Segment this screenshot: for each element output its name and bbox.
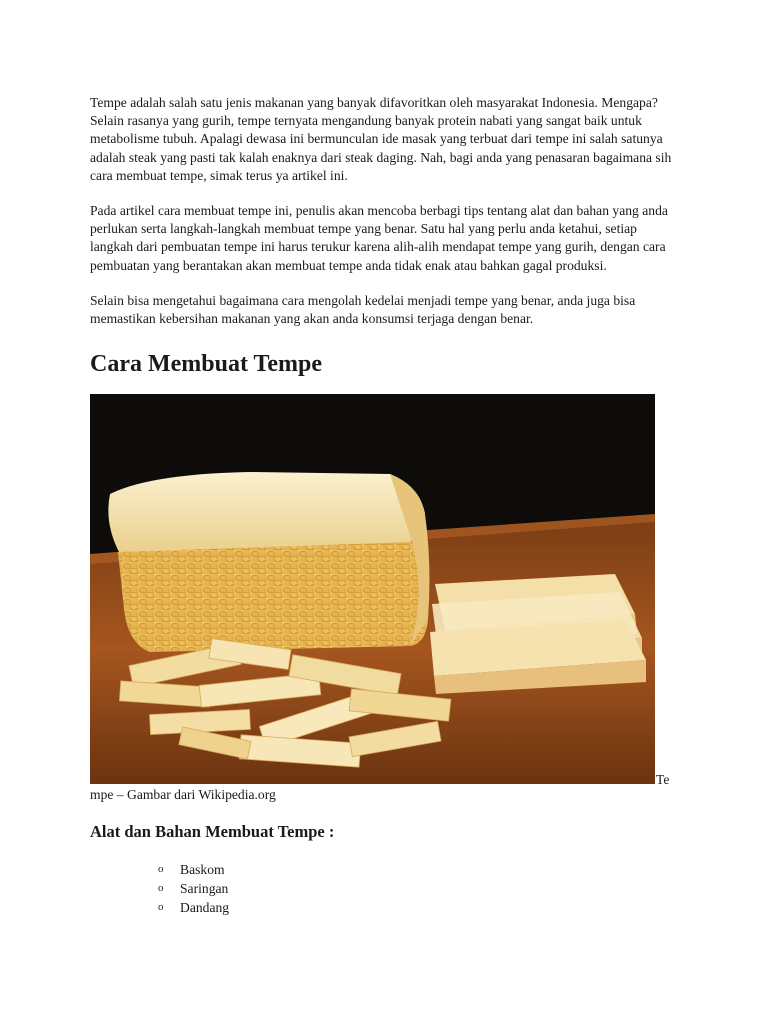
bullet-icon: o [158, 901, 164, 914]
section-heading: Cara Membuat Tempe [90, 351, 322, 378]
list-item [158, 879, 675, 898]
document-page [90, 94, 675, 917]
tool-label: Dandang [180, 900, 230, 916]
tool-label: Baskom [180, 862, 225, 878]
benefit-paragraph: Selain bisa mengetahui bagaimana cara mengolah kedelai menjadi tempe yang benar, anda juga bisa memastikan kebersihan makanan yang akan anda konsumsi terjaga dengan benar. [90, 292, 636, 327]
intro-paragraph: Tempe adalah salah satu jenis makanan yang banyak difavoritkan oleh masyarakat Indonesia. Mengapa? Selain rasanya yang gurih, tempe ternyata mengandung banyak protein nabati yang sangat baik untuk metabolisme tubuh. Apalagi dewasa ini bermunculan ide masak yang terbuat dari tempe ini salah satunya adalah steak yang pasti tak kalah enaknya dari steak daging. Nah, bagi anda yang penasaran bagaimana sih cara membuat tempe, simak terus ya artikel ini. [90, 95, 672, 183]
tempe-photo [90, 394, 655, 784]
tools-list [90, 860, 675, 917]
caption-start: Te [656, 772, 670, 788]
tips-paragraph: Pada artikel cara membuat tempe ini, penulis akan mencoba berbagi tips tentang alat dan bahan yang anda perlukan serta langkah-langkah membuat tempe yang benar. Satu hal yang perlu anda ketahui, setiap langkah dari pembuatan tempe ini harus terukur karena alih-alih mendapat tempe yang gurih, dengan cara pembuatan yang berantakan akan membuat tempe anda tidak enak atau bahkan gagal produksi. [90, 203, 668, 273]
bullet-icon: o [158, 882, 164, 895]
tools-heading: Alat dan Bahan Membuat Tempe : [90, 822, 335, 842]
tempe-photo-figure [90, 394, 670, 788]
tool-label: Saringan [180, 881, 229, 897]
photo-caption: mpe – Gambar dari Wikipedia.org [90, 787, 276, 803]
list-item [158, 860, 675, 879]
list-item [158, 898, 675, 917]
tempe-slices [430, 574, 646, 694]
bullet-icon: o [158, 863, 164, 876]
